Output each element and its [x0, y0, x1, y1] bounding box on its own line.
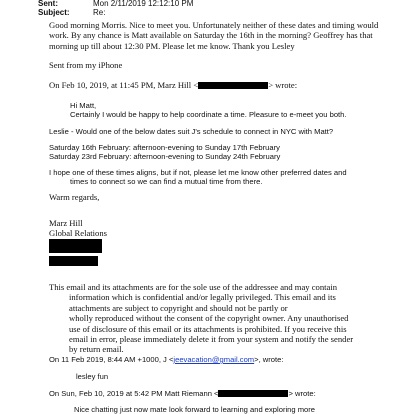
- closing-line: I hope one of these times aligns, but if not, please let me know other preferred dates and: [49, 168, 347, 177]
- reply-line: morning up till about 12:30 PM. Please let me know. Thank you Lesley: [49, 40, 295, 51]
- disclaimer-line: by return email.: [69, 344, 124, 355]
- closing-line: times to connect so we can find a mutual time from there.: [70, 177, 263, 186]
- reply-line: work. By any chance is Matt available on Saturday the 16th in the morning? Geoffrey has that: [49, 30, 373, 41]
- subject-label: Subject:: [38, 8, 70, 17]
- redacted-block: [49, 256, 98, 266]
- reply-paragraph: [49, 20, 378, 51]
- quote-intro: [49, 355, 283, 364]
- reply-line: Good morning Morris. Nice to meet you. Unfortunately neither of these dates and timing would: [49, 20, 379, 30]
- quote-body: Certainly I would be happy to help coordinate a time. Pleasure to e-meet you both.: [70, 110, 347, 119]
- quote-intro-end: >, wrote:: [254, 355, 284, 364]
- quote-intro-start: On Feb 10, 2019, at 11:45 PM, Marz Hill <: [49, 80, 199, 90]
- regards: Warm regards,: [49, 192, 100, 202]
- disclaimer-line: This email and its attachments are for the sole use of the addressee and may contain: [49, 282, 338, 292]
- disclaimer-line: attachments are subject to copyright and should not be partly or: [69, 302, 288, 313]
- quote-question: Leslie - Would one of the below dates suit J's schedule to connect in NYC with Matt?: [49, 127, 334, 136]
- quote-body: lesley fun: [76, 372, 109, 381]
- email-link[interactable]: jeevacation@gmail.com: [173, 355, 255, 364]
- redacted-email: [198, 82, 268, 89]
- date-option: Saturday 23rd February: afternoon-evening to Sunday 24th February: [49, 152, 281, 161]
- quote-intro: [49, 389, 316, 398]
- iphone-signature: Sent from my iPhone: [49, 60, 123, 70]
- sent-value: Mon 2/11/2019 12:12:10 PM: [93, 0, 194, 8]
- sender-title: Global Relations: [49, 228, 107, 238]
- disclaimer-line: email in error, please immediately delete it from your system and notify the sender: [69, 334, 354, 345]
- greeting: Hi Matt,: [70, 101, 97, 110]
- quote-intro-start: On Sun, Feb 10, 2019 at 5:42 PM Matt Riemann <: [49, 389, 219, 398]
- sent-label: Sent:: [38, 0, 58, 8]
- date-option: Saturday 16th February: afternoon-evening to Sunday 17th February: [49, 143, 280, 152]
- disclaimer-line: use of disclosure of this email or its attachments is prohibited. If you receive this: [69, 323, 347, 334]
- subject-value: Re:: [93, 8, 106, 17]
- quote-intro-start: On 11 Feb 2019, 8:44 AM +1000, J <: [49, 355, 174, 364]
- quote-body: Nice chatting just now mate look forward to learning and exploring more: [74, 405, 316, 414]
- quote-intro-end: > wrote:: [268, 80, 298, 90]
- disclaimer-line: information which is confidential and/or legally privileged. This email and its: [69, 292, 336, 303]
- quote-intro: [49, 80, 297, 90]
- redacted-email: [218, 390, 288, 397]
- confidentiality-disclaimer: [49, 282, 353, 355]
- disclaimer-line: wholly reproduced without the consent of the copyright owner. Any unauthorised: [69, 313, 349, 324]
- redacted-block: [49, 239, 102, 253]
- quote-intro-end: > wrote:: [288, 389, 316, 398]
- sender-name: Marz Hill: [49, 218, 83, 228]
